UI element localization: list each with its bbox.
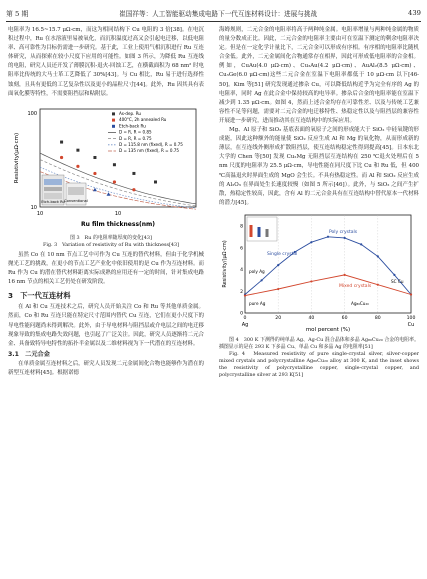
header-rule (6, 21, 421, 22)
series-point-1-3 (344, 274, 346, 276)
end-label-ag: Ag (241, 321, 249, 328)
x-tick-10: 10 (36, 210, 44, 217)
series-point-1-5 (410, 293, 412, 295)
series-point-0-1 (261, 279, 263, 281)
label-poly-ag: poly Ag (249, 268, 265, 274)
point-annealed-4 (132, 188, 135, 191)
x-tick-60: 60 (341, 315, 348, 321)
ru-resistivity-chart (8, 103, 204, 231)
label-ag80cu20: Ag₈₀Cu₂₀ (351, 300, 369, 306)
legend-item-3: D = R, R = 0.85 (119, 129, 152, 135)
series-point-0-8 (377, 255, 379, 257)
x-tick-0: 0 (243, 315, 247, 321)
left-paragraph-4: 在单质金属互连材料之后，研究人员发现二元金属间化合物也能够作为潜在的新型互连材料[45]。根据诺德 (8, 360, 204, 376)
legend-marker-1 (112, 118, 115, 121)
left-paragraph-1: 电阻率为 16.5~15.7 μΩ·cm，而这为相同结构下 Cu 电阻的 3 倍[38]。在电沉积过程中，Ru 在水溶液里易被氧化，而沉积温度过高又会引起电迁移，以低电阻率、高可靠性为目标仍需进一步研究。基于此，工业上使用气相沉积进行 Ru 互连体研究，从而探索在较小尺度下应用的可能性。如图 3 所示，为降低 Ru 互连线的电阻，研究人员还开发了薄膜沉积-退火-回蚀工艺，在横截面积为 68 nm² 时电阻率比传统的大马士革工艺降低了 30%[43]。与 Cu 相比，Ru 易于进行选择性蚀刻，且具有更低的工艺复杂性以及更小的晶粒尺寸[44]。此外，Ru 因其具有表面氧化膜等特性，不需要阻挡层和粘附层。 (8, 27, 204, 97)
x-axis-label: mol percent (%) (305, 326, 351, 333)
point-as-dep-2 (93, 156, 96, 159)
section-3-heading: 3 下一代互连材料 (8, 291, 71, 301)
point-as-dep-5 (154, 180, 157, 183)
series-point-0-2 (277, 264, 279, 266)
agcu-resistivity-chart (219, 211, 419, 333)
series-point-0-9 (393, 274, 395, 276)
legend-item-6: D = 135 nm (fixed), R = 0.75 (119, 147, 179, 153)
y-tick-2: 2 (240, 289, 243, 295)
right-column (219, 26, 419, 381)
legend-item-1: 400°C, 2h annealed Ru (119, 116, 167, 122)
label-single-crystal: Single crystal (267, 251, 298, 257)
inset-label-etch: Etch-back Ru (41, 199, 65, 204)
label-mixed-crystals: Mixed crystals (339, 283, 372, 289)
series-point-1-4 (377, 283, 379, 285)
x-tick-20: 20 (275, 315, 282, 321)
right-paragraph-1: 海姆规则，二元合金的电阻率将高于两种纯金属。电阻率增量与两种纯金属的物质的量分数成正比。因此，二元合金的电阻率主要由可在室温下测定的剩余电阻率决定。但是在一定化学计量比下，二元合金可以形成有序相。有序相的电阻率比随机合金低。此外，二元金属间化合物通常存在相界，因此可形成低电阻率的合金相。例如，CuAu(4.0 μΩ·cm)、Cu₃Au(4.2 μΩ·cm)、AuAl₂(8.5 μΩ·cm)、Cu₃Ge(6.0 μΩ·cm)这些二元合金在室温下电阻率都低于 10 μΩ·cm 以下[46-50]。Kim 等[51] 研究发现通过掺杂 Cu，可以降低结构近乎为完全有序的 Ag 的电阻率，同时 Ag 在此合金中保持较高的电导率。掺杂后合金的电阻率能在室温下减少到 1.35 μΩ·cm。如图 4，然而上述合金均存在可靠性差、以及与传统工艺兼容性不足等问题，需要对二元合金的电迁移特性、热稳定性以及与阻挡层的兼容性开展进一步研究，进而推动其在互连结构中的实际应用。 (219, 27, 419, 124)
issue-number: 第 5 期 (6, 10, 29, 18)
point-annealed-2 (93, 172, 96, 175)
article-running-title: 崔国祥等：人工智能驱动集成电路下一代互连材料设计：进展与挑战 (119, 10, 318, 18)
y-tick-8: 8 (240, 224, 243, 230)
y-tick-10: 10 (30, 204, 37, 211)
legend-item-0: As-dep. Ru (119, 110, 141, 116)
series-point-0-4 (310, 241, 312, 243)
x-tick-100: 100 (406, 315, 416, 321)
series-point-1-1 (277, 288, 279, 290)
y-axis-label: Resistivity(μΩ·cm) (14, 132, 20, 183)
point-annealed-1 (76, 164, 79, 167)
legend-item-4: D = R, R = 0.75 (119, 135, 152, 141)
series-point-0-5 (327, 236, 329, 238)
end-label-cu: Cu (407, 321, 415, 328)
legend-marker-2 (112, 125, 115, 128)
left-paragraph-3: 在 Al 和 Cu 互连技术之后，研究人员开始关注 Co 和 Ru 等其他单质金属。然而，Co 和 Ru 互连只能在特定尺寸范围内替代 Cu 互连，它们在更小尺度下的导电性能问题尚未得到解决。此外，由于导电材料与阻挡层或介电层之间的电迁移现象导致的集成电路失效问题，也引起了广泛关注。因此，研究人员逐渐将二元合金、具备致特导电特性的拓扑半金属以及二维材料视为下一代潜在的互连材料。 (8, 304, 204, 347)
x-tick-80: 80 (374, 315, 381, 321)
series-point-1-2 (310, 280, 312, 282)
subsection-3-1-heading: 3.1 二元合金 (8, 350, 50, 358)
fig4-caption-en: Fig. 4 Measured resistivity of pure single-crystal silver, silver-copper mixed crystals and polycrystalline Ag₈₀Cu₂₀ alloy at 300 K, and the inset shows the resistivity of polycrystalline copper, single-crystal copper, and polycrystalline silver at 293 K[51] (219, 350, 419, 378)
fig3-caption-en: Fig. 3 Variation of resistivity of Ru with thickness[43] (42, 241, 180, 248)
legend-item-2: Etch-back Ru (119, 123, 146, 129)
label-poly-crystals: Poly crystals (329, 229, 358, 235)
y-tick-0: 0 (240, 311, 243, 317)
fig4-caption-cn: 图 4 300 K 下测得的纯单晶 Ag、Ag-Cu 混合晶体和多晶 Ag₈₀Cu₂₀ 合金的电阻率。插图显示的是在 293 K 下多晶 Cu、单晶 Cu 和多晶 Ag 的电阻率[51] (219, 336, 419, 350)
point-as-dep-1 (76, 148, 79, 151)
y-tick-4: 4 (240, 267, 243, 273)
point-annealed-3 (113, 180, 116, 183)
inset-label-conventional: Conventional (64, 198, 88, 203)
legend-item-5: D = 115.8 nm (fixed), R = 0.75 (119, 141, 183, 147)
x-tick-10b: 10 (114, 210, 122, 217)
series-point-0-7 (360, 243, 362, 245)
series-point-1-0 (244, 294, 246, 296)
left-column (8, 26, 204, 378)
x-axis-label: Ru film thickness(nm) (80, 220, 156, 228)
figure-4 (219, 211, 419, 379)
fig3-caption-cn: 图 3 Ru 的电阻率随厚度的变化[43] (70, 234, 152, 241)
label-sc-cu: SC Cu (391, 278, 404, 284)
right-paragraph-2: Mg、Al 原子和 SiO₂ 基底表面的氧原子之间的形成能大于 SiO₂ 中硅氧键的形成能，因此这种额外的能量使 SiO₂ 反应生成 Al 和 Mg 的氧化物，从而形成新的薄层，在互连线外侧形成扩散阻挡层，使互连结构稳定性得到提高[45]。日本东北大学的 Chen 等[50] 发现 Cu₂Mg 无阻挡层互连结构在 250 ℃退火处理后在 5 nm 尺度的电阻率为 25.5 μΩ·cm，导电性能在同尺度下比 Cu 和 Ru 低，但 400 ℃高温退火时界面生成的 MgO 会生长。不具有热稳定性。而 Al 和 SiO₂ 反应生成的 Al₂O₃ 在界面处生长速度较慢（如图 5 所示[46]）。此外，与 SiO₂ 之间产生扩散，热稳定性较高，因此，含有 Al 的二元合金具有在互连结构中替代原本一代材料的潜力[45]。 (219, 127, 419, 206)
x-tick-40: 40 (308, 315, 315, 321)
point-as-dep-4 (132, 172, 135, 175)
y-axis-label: Resistivity/(μΩ·cm) (222, 240, 228, 288)
left-paragraph-2: 虽然 Co 在 10 nm 节点工艺中可作为 Cu 互连的替代材料，但由于化学机械抛光工艺的挑战，在更小的节点工艺产业化中依旧使用的是 Cu 作为互连材料。而 Ru 作为 Cu 的潜在替代材料距离实际成熟的应用还有一定的时间，针对集成电路 16 nm 节点的相关工艺仍处在研发阶段。 (8, 251, 204, 286)
point-as-dep-0 (60, 140, 63, 143)
figure-3 (8, 103, 204, 249)
point-as-dep-3 (113, 163, 116, 166)
series-point-0-6 (344, 237, 346, 239)
running-header (6, 6, 421, 20)
label-pure-ag: pure Ag (249, 300, 266, 306)
point-annealed-0 (60, 156, 63, 159)
legend-marker-0 (112, 112, 115, 115)
y-tick-6: 6 (240, 246, 243, 252)
page-number: 439 (408, 9, 421, 17)
y-tick-100: 100 (27, 110, 37, 117)
